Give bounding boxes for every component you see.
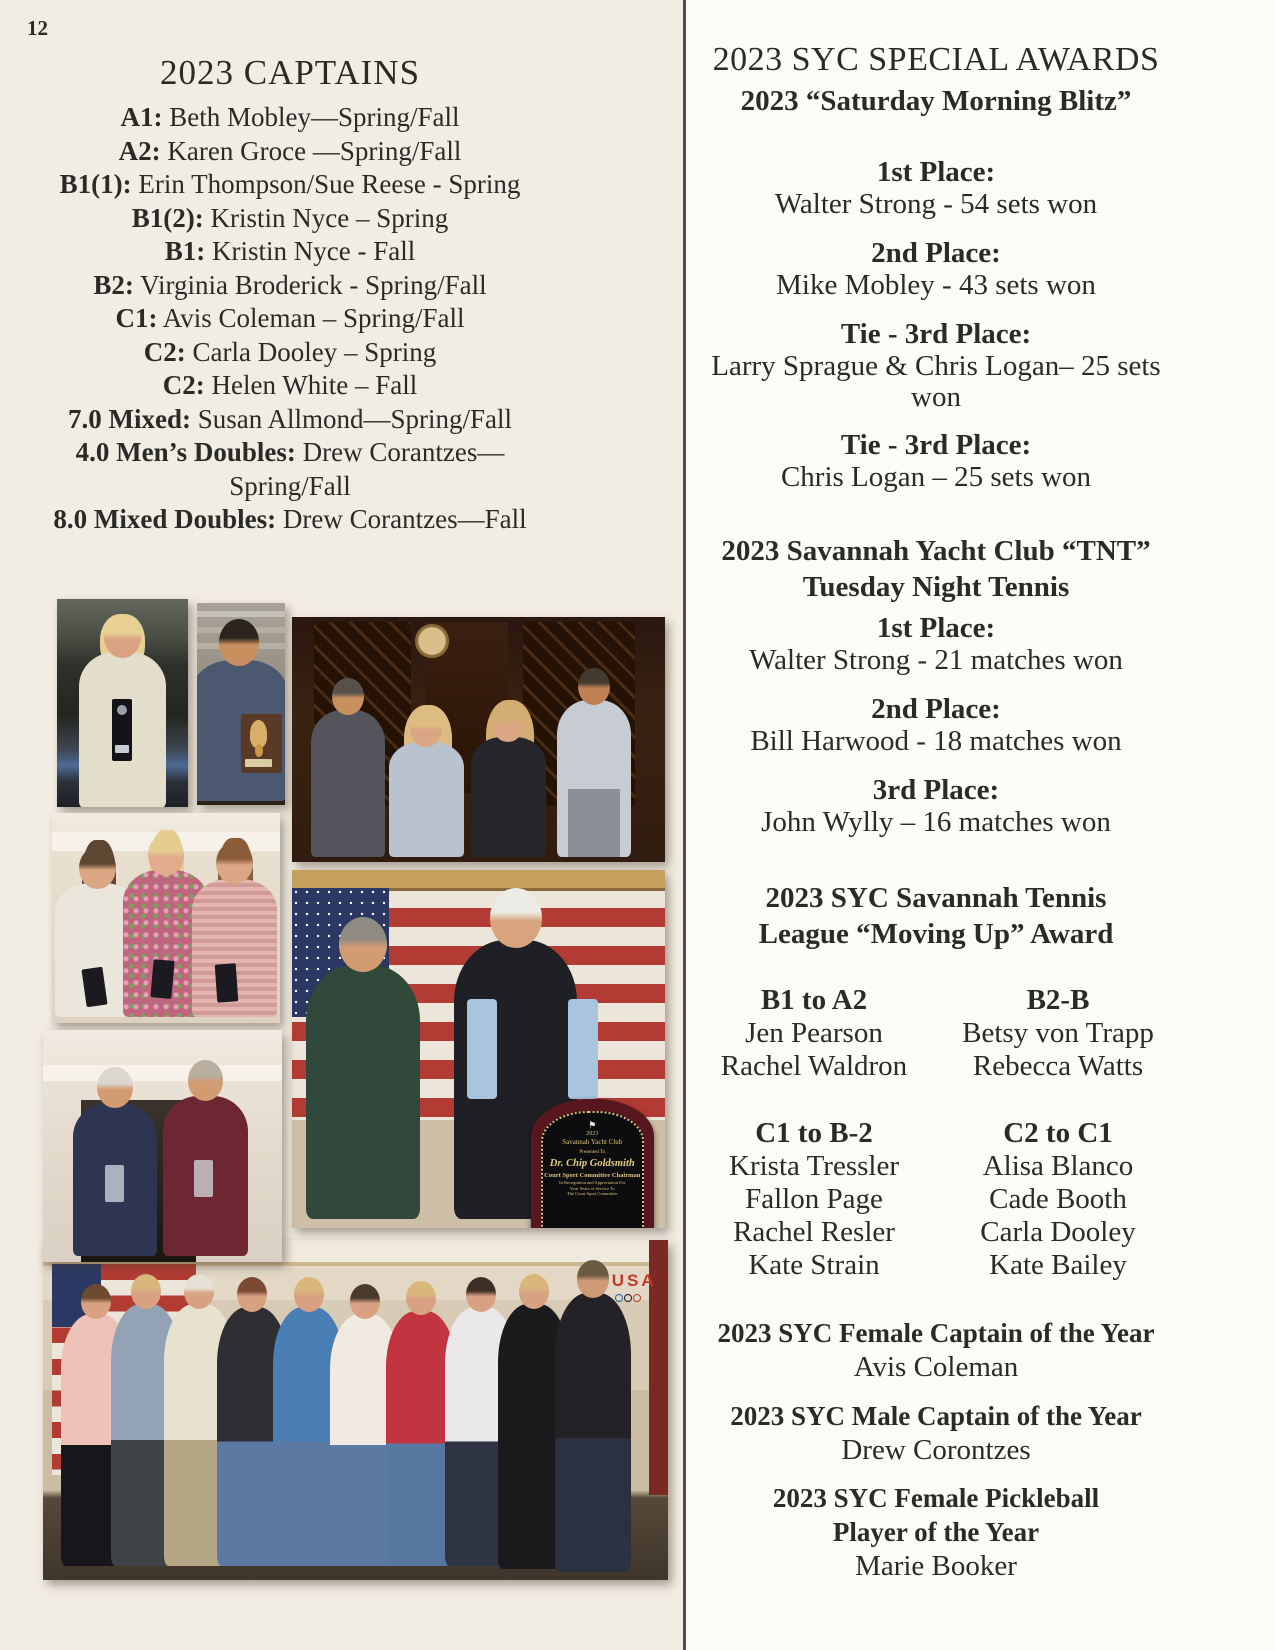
blitz-title: 2023 “Saturday Morning Blitz” <box>740 85 1132 117</box>
moving-up-group-b2-b <box>949 984 1167 1083</box>
person-head <box>406 1281 436 1316</box>
column-divider-rule <box>683 0 686 1650</box>
captain-line: C2: Helen White – Fall <box>162 370 418 400</box>
person-head <box>577 1260 610 1297</box>
person-figure <box>311 710 386 857</box>
person-head <box>219 619 259 666</box>
moving-up-row-2 <box>690 1117 1182 1282</box>
person-figure <box>389 742 464 857</box>
person-figure <box>471 737 546 857</box>
captain-line: B1(2): Kristin Nyce – Spring <box>131 202 449 233</box>
moving-up-group-b1-a2 <box>705 984 923 1083</box>
photo-prop <box>197 611 285 617</box>
photo-man-with-plaque <box>197 603 285 805</box>
photo-prop <box>568 789 620 858</box>
photo-prop <box>255 744 263 756</box>
pickleball-award-title-line1: 2023 SYC Female Pickleball <box>772 1483 1100 1513</box>
photo-woman-with-trophy <box>57 599 188 807</box>
page-number: 12 <box>27 16 48 40</box>
blitz-winner: Chris Logan – 25 sets won <box>780 461 1092 493</box>
plaque-year: 2023 <box>586 1131 599 1138</box>
special-awards-section <box>690 40 1182 1583</box>
blitz-place: Tie - 3rd Place: <box>840 318 1032 350</box>
moving-up-name: Alisa Blanco <box>982 1150 1134 1182</box>
person-head <box>131 1274 161 1309</box>
plaque-small-text: The Court Sport Committee <box>567 1191 618 1197</box>
plaque-small-text: In Recognition and Appreciation For <box>559 1180 626 1186</box>
photo-group-clubhouse <box>43 1240 668 1580</box>
tnt-title-line1: 2023 Savannah Yacht Club “TNT” <box>721 535 1151 567</box>
plaque-small-text: Your Years of Service To <box>569 1185 615 1191</box>
burgee-flag-icon: ⚑ <box>588 1120 597 1131</box>
photo-prop <box>245 759 271 767</box>
person-head <box>578 668 610 704</box>
moving-up-name: Fallon Page <box>745 1183 883 1215</box>
photo-prop <box>415 624 449 658</box>
moving-up-name: Rachel Resler <box>733 1216 895 1248</box>
captain-line: C1: Avis Coleman – Spring/Fall <box>115 303 465 333</box>
male-captain-award-name: Drew Corontzes <box>841 1434 1031 1466</box>
plaque-recipient-title: Court Sport Committee Chairman <box>544 1172 641 1180</box>
moving-up-name: Carla Dooley <box>980 1216 1136 1248</box>
captain-line: 8.0 Mixed Doubles: Drew Corantzes—Fall <box>53 504 527 534</box>
moving-up-name: Cade Booth <box>989 1183 1127 1215</box>
tnt-winner: Bill Harwood - 18 matches won <box>750 725 1122 757</box>
person-head <box>350 1284 380 1319</box>
blitz-place: 1st Place: <box>876 156 996 188</box>
person-head <box>79 847 115 889</box>
photo-prop <box>43 1065 282 1081</box>
person-head <box>492 705 524 741</box>
olympic-rings-icon <box>615 1294 641 1302</box>
photo-prop <box>105 1165 124 1202</box>
captain-line: B2: Virginia Broderick - Spring/Fall <box>93 269 487 300</box>
award-plaque <box>531 1099 654 1228</box>
photo-prop <box>115 745 129 753</box>
moving-up-name: Kate Strain <box>748 1249 880 1281</box>
award-plaque-face <box>541 1111 644 1228</box>
captain-line: 7.0 Mixed: Susan Allmond—Spring/Fall <box>67 403 513 434</box>
blitz-winner: Larry Sprague & Chris Logan– 25 sets won <box>711 350 1161 413</box>
moving-up-group-c1-b2 <box>705 1117 923 1282</box>
usa-wall-sign: USA <box>611 1270 657 1290</box>
moving-up-name: Kate Bailey <box>989 1249 1127 1281</box>
captain-line: B1: Kristin Nyce - Fall <box>164 236 416 266</box>
captain-line: A1: Beth Mobley—Spring/Fall <box>120 102 460 132</box>
captain-line: C2: Carla Dooley – Spring <box>143 336 437 367</box>
moving-up-title-line2: League “Moving Up” Award <box>758 918 1114 950</box>
moving-up-name: Jen Pearson <box>745 1017 883 1049</box>
person-head <box>332 678 364 714</box>
person-head <box>81 1284 111 1319</box>
person-head <box>104 616 141 658</box>
person-head <box>466 1277 496 1312</box>
person-head <box>294 1277 324 1312</box>
moving-up-level: B1 to A2 <box>760 984 868 1016</box>
tnt-place: 1st Place: <box>876 612 996 644</box>
blitz-place: Tie - 3rd Place: <box>840 429 1032 461</box>
plaque-presented-to: Presented To <box>579 1150 606 1156</box>
person-head <box>97 1067 133 1108</box>
person-head <box>490 888 542 948</box>
person-head <box>216 842 252 884</box>
blitz-place: 2nd Place: <box>871 237 1001 269</box>
captain-line: 4.0 Men’s Doubles: Drew Corantzes—Spring/Fall <box>75 437 505 501</box>
photo-three-women-awards <box>52 813 280 1023</box>
photo-prop <box>194 1160 213 1197</box>
person-head <box>188 1060 224 1101</box>
photo-four-people-wine-cabinet <box>292 617 665 862</box>
captain-line: A2: Karen Groce —Spring/Fall <box>118 135 462 166</box>
person-head <box>184 1274 214 1309</box>
photo-two-men-glass-awards <box>43 1030 282 1262</box>
person-head <box>410 710 442 746</box>
person-head <box>519 1274 549 1309</box>
tnt-place: 3rd Place: <box>872 774 1000 806</box>
plaque-recipient-name: Dr. Chip Goldsmith <box>549 1158 635 1170</box>
blitz-winner: Walter Strong - 54 sets won <box>774 188 1098 220</box>
moving-up-group-c2-c1 <box>949 1117 1167 1282</box>
moving-up-level: C2 to C1 <box>1003 1117 1113 1149</box>
photo-prop <box>568 999 598 1099</box>
moving-up-name: Rachel Waldron <box>720 1050 908 1082</box>
tnt-winner: John Wylly – 16 matches won <box>761 806 1111 838</box>
tnt-winner: Walter Strong - 21 matches won <box>749 644 1123 676</box>
moving-up-name: Rebecca Watts <box>972 1050 1144 1082</box>
blitz-winner: Mike Mobley - 43 sets won <box>776 269 1096 301</box>
person-head <box>148 834 184 876</box>
moving-up-name: Betsy von Trapp <box>962 1017 1154 1049</box>
tnt-place: 2nd Place: <box>871 693 1001 725</box>
special-awards-title: 2023 SYC SPECIAL AWARDS <box>712 41 1160 78</box>
moving-up-level: C1 to B-2 <box>755 1117 873 1149</box>
moving-up-name: Krista Tressler <box>729 1150 899 1182</box>
female-captain-award-title: 2023 SYC Female Captain of the Year <box>717 1318 1155 1348</box>
moving-up-level: B2-B <box>1026 984 1090 1016</box>
photo-two-men-flag-plaque <box>292 870 665 1228</box>
moving-up-title-line1: 2023 SYC Savannah Tennis <box>765 882 1107 914</box>
photo-prop <box>151 959 175 998</box>
pickleball-award-name: Marie Booker <box>855 1550 1017 1582</box>
pickleball-award-title-line2: Player of the Year <box>832 1517 1040 1547</box>
plaque-club: Savannah Yacht Club <box>562 1138 623 1147</box>
moving-up-row-1 <box>690 984 1182 1083</box>
male-captain-award-title: 2023 SYC Male Captain of the Year <box>730 1401 1142 1431</box>
captains-section <box>30 52 550 537</box>
captains-title: 2023 CAPTAINS <box>159 53 421 92</box>
photo-prop <box>467 999 497 1099</box>
person-figure <box>306 965 420 1219</box>
photo-prop <box>215 964 238 1003</box>
captain-line: B1(1): Erin Thompson/Sue Reese - Spring <box>59 169 521 199</box>
tnt-title-line2: Tuesday Night Tennis <box>802 571 1070 603</box>
female-captain-award-name: Avis Coleman <box>853 1351 1019 1383</box>
person-head <box>339 917 387 973</box>
person-figure <box>555 1293 631 1572</box>
